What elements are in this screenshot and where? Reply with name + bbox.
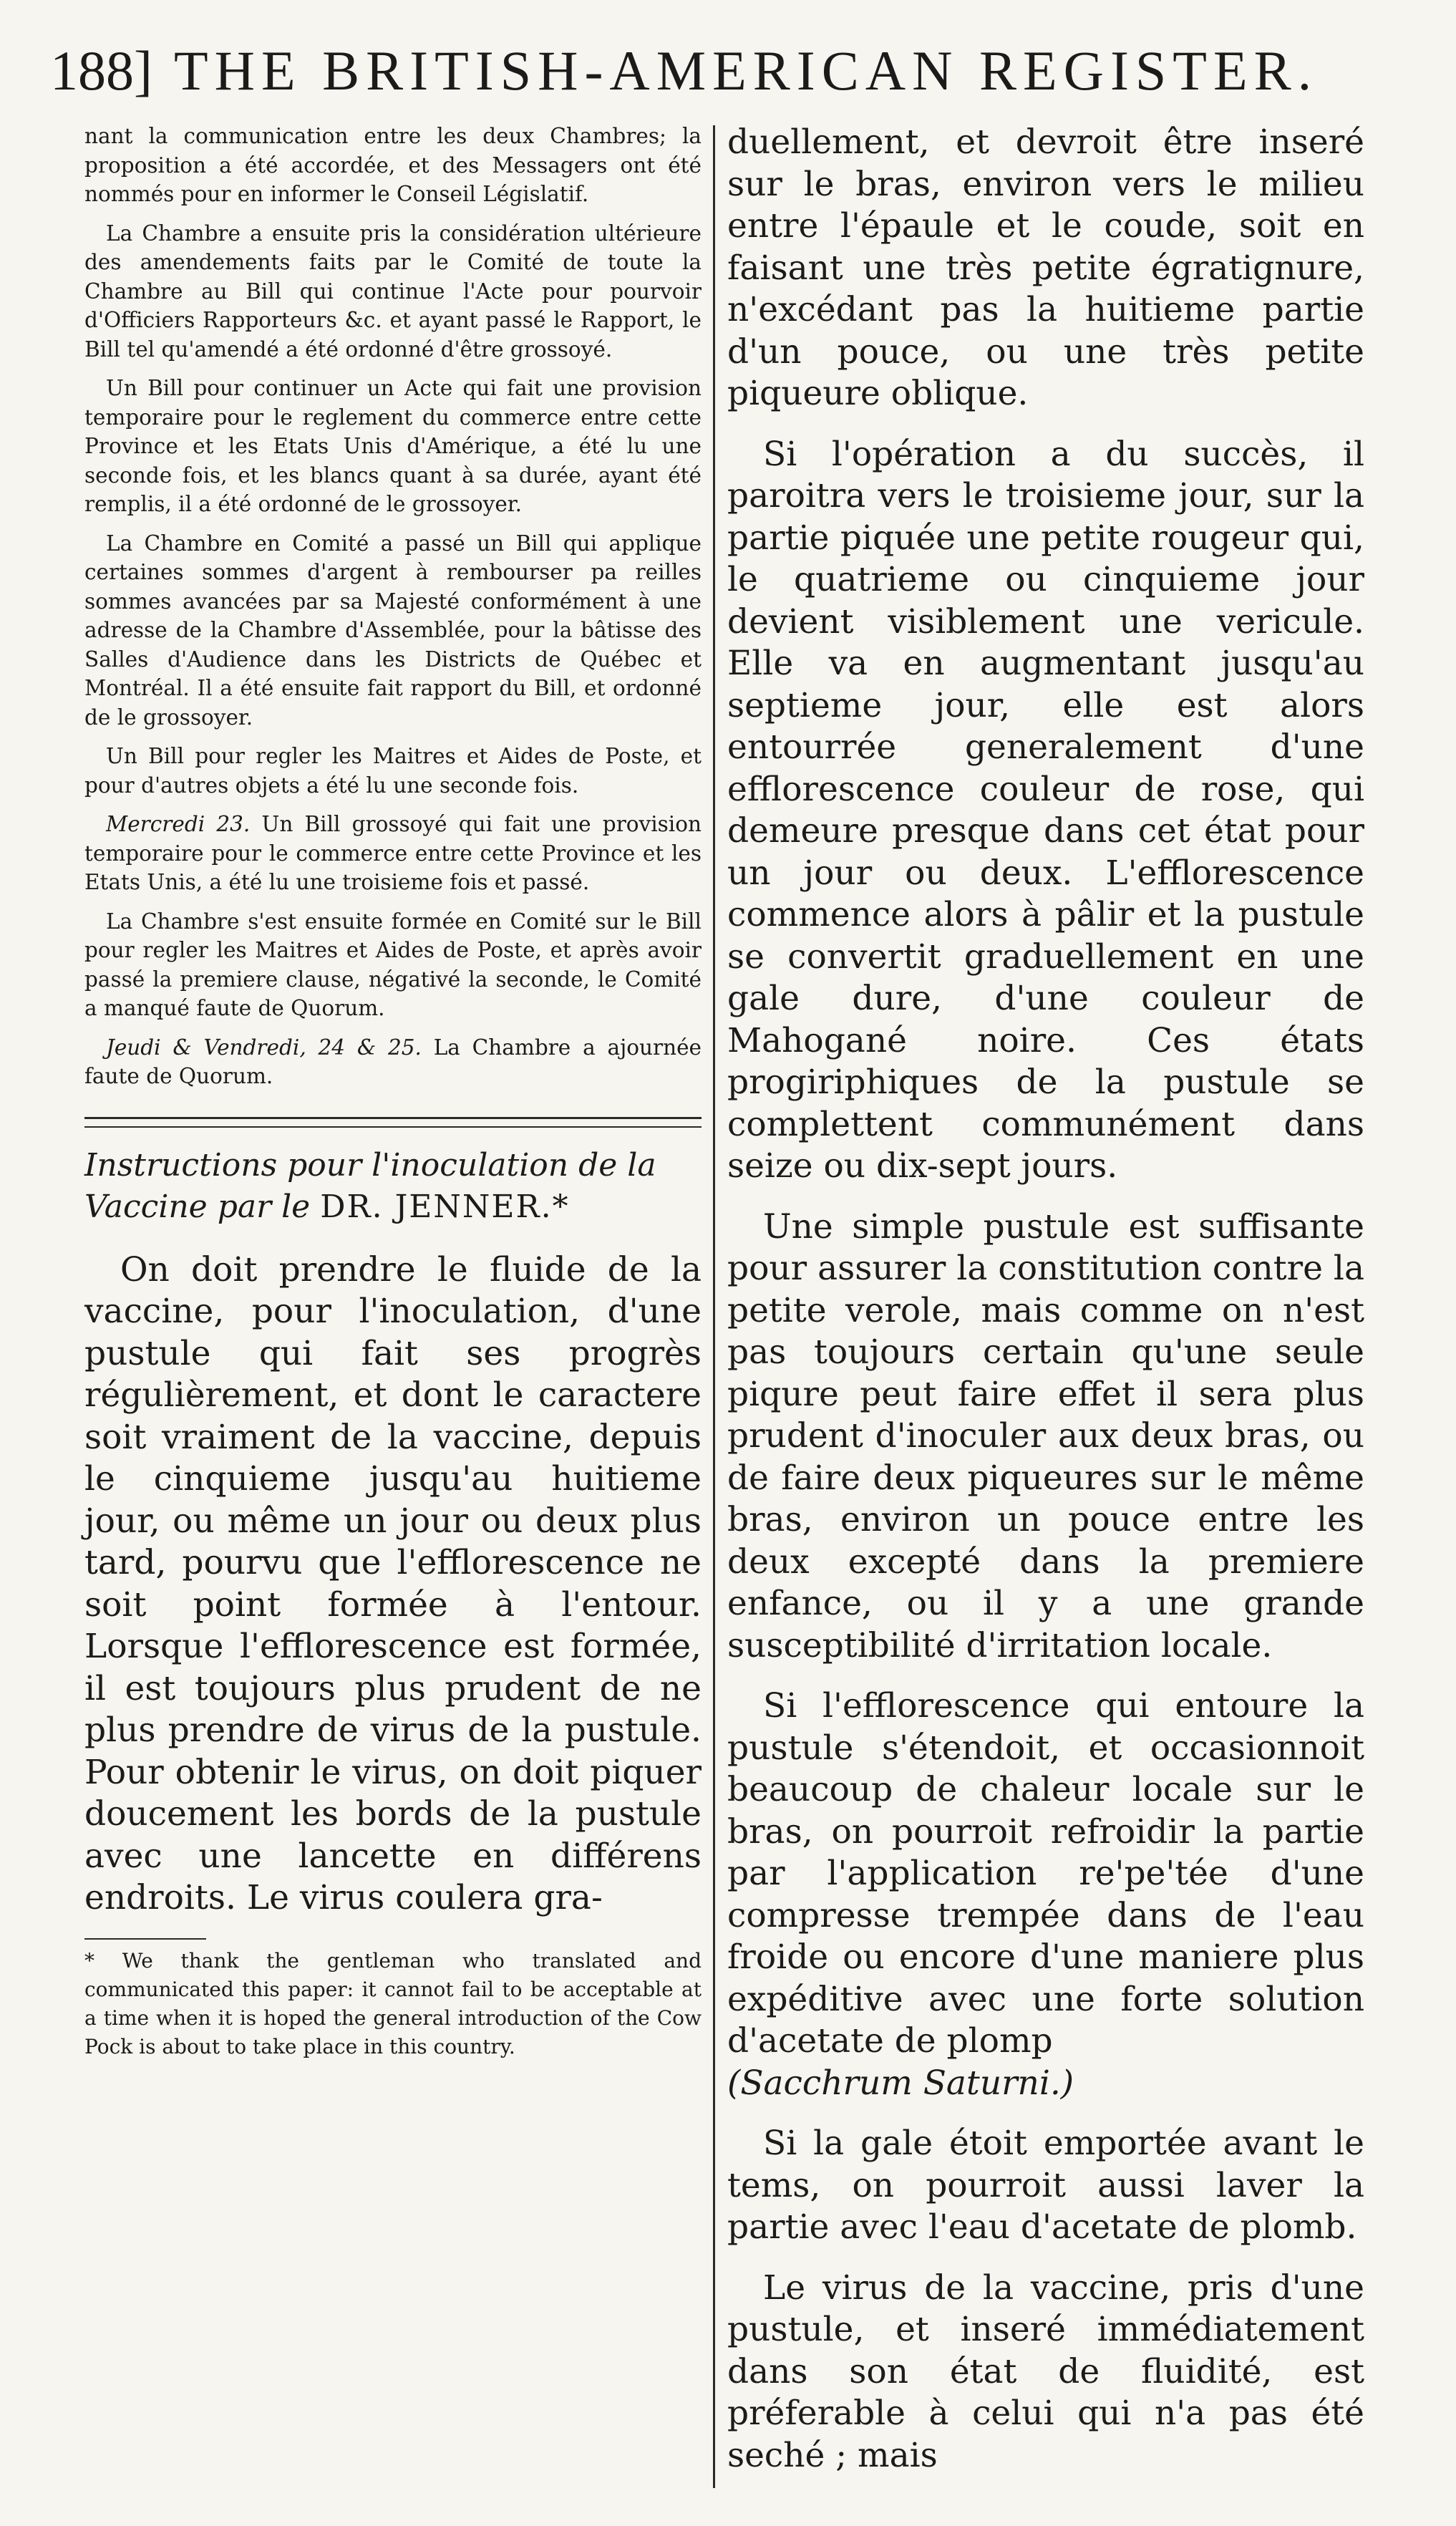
running-head [50, 39, 1410, 102]
jeudi-text: La Chambre a ajournée faute de Quorum. [84, 1035, 702, 1088]
parliament-proceedings [84, 122, 702, 1091]
article-title [84, 1145, 702, 1228]
article-title-text: Instructions pour l'inoculation de la Vaccine par le [84, 1146, 656, 1225]
footnote: * We thank the gentleman who translated and communicated this paper: it cannot fail to be acceptable at a time when it is hoped the general introduction of the Cow Pock is about to take place in this country. [84, 1948, 702, 2058]
article-paragraph: Si l'opération a du succès, il paroitra vers le troisieme jour, sur la partie piquée une petite rougeur qui, le quatrieme ou cinquieme jour devient visiblement une vericule. Elle va en augmentant jusqu'au septieme jour, elle est alors entourrée generalement d'une efflorescence couleur de rose, qui demeure presque dans cet état pour un jour ou deux. L'efflorescence commence alors à pâlir et la pustule se convertit graduellement en une gale dure, d'une couleur de Mahogané noire. Ces états progiriphiques de la pustule se complettent communément dans seize ou dix-sept jours. [727, 434, 1364, 1186]
latin-note-text: (Sacchrum Saturni.) [727, 2063, 1074, 2103]
article-body-right [727, 122, 1364, 2477]
page-number: 188] [50, 39, 152, 102]
jeudi-date: Jeudi & Vendredi, 24 & 25. [106, 1035, 422, 1060]
article-paragraph: Une simple pustule est suffisante pour assurer la constitution contre la petite verole, mais comme on n'est pas toujours certain qu'une seule piqure peut faire effet il sera plus prudent d'inoculer aux deux bras, ou de faire deux piqueures sur le même bras, environ un pouce entre les deux excepté dans la premiere enfance, ou il y a une grande susceptibilité d'irritation locale. [727, 1206, 1364, 1665]
article-paragraph: duellement, et devroit être inseré sur le bras, environ vers le milieu entre l'épaule et le coude, soit en faisant une très petite égratignure, n'excédant pas la huitieme partie d'un pouce, ou une très petite piqueure oblique. [727, 122, 1364, 413]
mercredi-entry [84, 810, 702, 897]
footnote-rule [84, 1938, 206, 1940]
jeudi-entry [84, 1033, 702, 1091]
right-column [727, 122, 1364, 2495]
article-paragraph: Si la gale étoit emportée avant le tems, on pourroit aussi laver la partie avec l'eau d'acetate de plomb. [727, 2124, 1364, 2247]
proceedings-paragraph: La Chambre a ensuite pris la considération ultérieure des amendements faits par le Comité de toute la Chambre au Bill qui continue l'Acte pour pourvoir d'Officiers Rapporteurs &c. et ayant passé le Rapport, le Bill tel qu'amendé a été ordonné d'être grossoyé. [84, 221, 702, 362]
column-divider [713, 125, 715, 2488]
proceedings-paragraph: La Chambre s'est ensuite formée en Comité sur le Bill pour regler les Maitres et Aides de Poste, et après avoir passé la premiere clause, négativé la seconde, le Comité a manqué faute de Quorum. [84, 909, 702, 1020]
proceedings-paragraph: nant la communication entre les deux Chambres; la proposition a été accordée, et des Messagers ont été nommés pour en informer le Conseil Législatif. [84, 124, 702, 206]
article-body-left [84, 1249, 702, 1920]
proceedings-paragraph: Un Bill pour continuer un Acte qui fait une provision temporaire pour le reglement du commerce entre cette Province et les Etats Unis d'Amérique, a été lu une seconde fois, et les blancs quant à sa durée, ayant été remplis, il a été ordonné de le grossoyer. [84, 376, 702, 516]
mercredi-text: Un Bill grossoyé qui fait une provision temporaire pour le commerce entre cette Province et les Etats Unis, a été lu une troisieme fois et passé. [84, 812, 702, 894]
latin-note [727, 2063, 1364, 2105]
journal-title: THE BRITISH-AMERICAN REGISTER. [173, 39, 1319, 102]
proceedings-paragraph: La Chambre en Comité a passé un Bill qui applique certaines sommes d'argent à rembourser pa reilles sommes avancées par sa Majesté conformément à une adresse de la Chambre d'Assemblée, pour la bâtisse des Salles d'Audience dans les Districts de Québec et Montréal. Il a été ensuite fait rapport du Bill, et ordonné de le grossoyer. [84, 531, 702, 730]
article-paragraph: Le virus de la vaccine, pris d'une pustule, et inseré immédiatement dans son état de fluidité, est préferable à celui qui n'a pas été seché ; mais [727, 2268, 1364, 2475]
mercredi-date: Mercredi 23. [106, 812, 251, 836]
section-divider [84, 1117, 702, 1128]
article-author: DR. JENNER.* [320, 1188, 570, 1225]
article-paragraph: Si l'efflorescence qui entoure la pustule s'étendoit, et occasionnoit beaucoup de chaleur locale sur le bras, on pourroit refroidir la partie par l'application re'pe'tée d'une compresse trempée dans de l'eau froide ou encore d'une maniere plus expéditive avec une forte solution d'acetate de plomp [727, 1686, 1364, 2061]
proceedings-paragraph: Un Bill pour regler les Maitres et Aides de Poste, et pour d'autres objets a été lu une seconde fois. [84, 744, 702, 798]
left-column [84, 122, 702, 2061]
article-paragraph: On doit prendre le fluide de la vaccine, pour l'inoculation, d'une pustule qui fait ses progrès régulièrement, et dont le caractere soit vraiment de la vaccine, depuis le cinquieme jusqu'au huitieme jour, ou même un jour ou deux plus tard, pourvu que l'efflorescence ne soit point formée à l'entour. Lorsque l'efflorescence est formée, il est toujours plus prudent de ne plus prendre de virus de la pustule. Pour obtenir le virus, on doit piquer doucement les bords de la pustule avec une lancette en différens endroits. Le virus coulera gra- [84, 1249, 702, 1917]
